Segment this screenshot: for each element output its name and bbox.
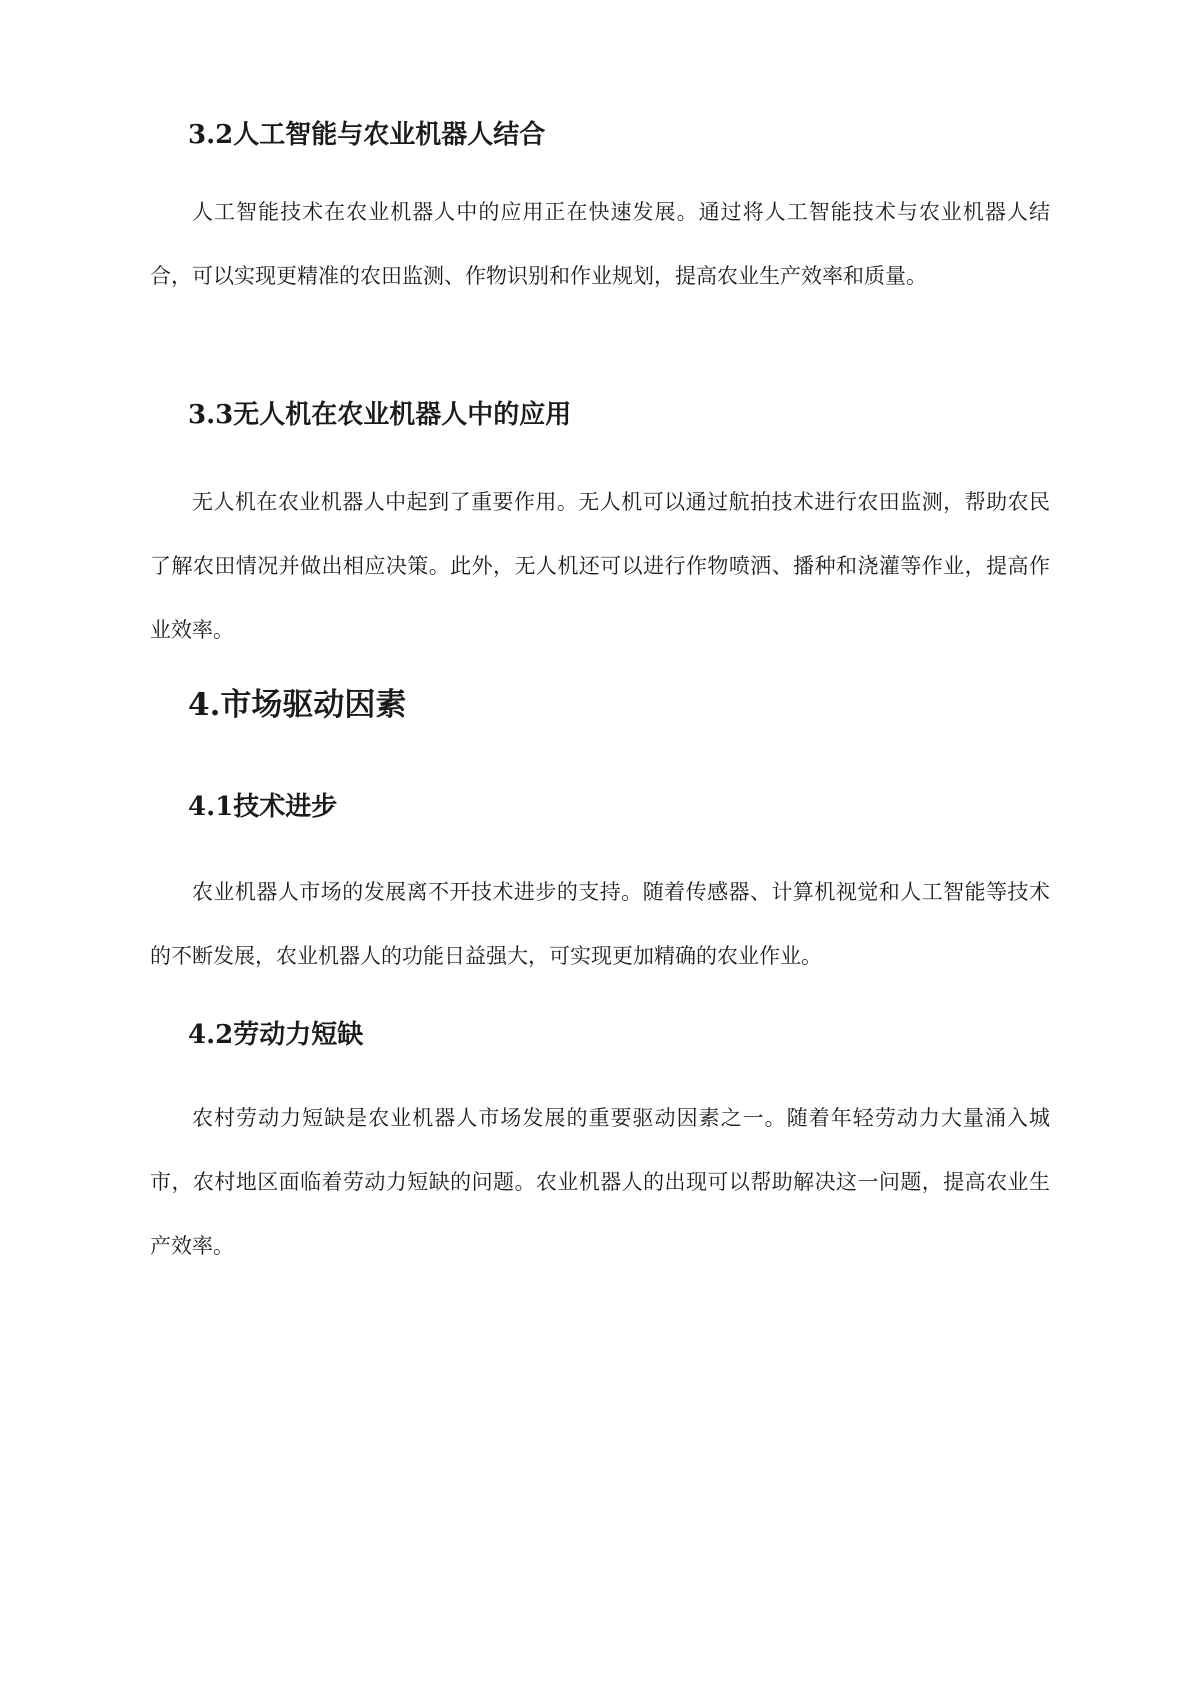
- section-heading-3-2: 3.2人工智能与农业机器人结合: [188, 120, 546, 150]
- section-paragraph-4-1: 农业机器人市场的发展离不开技术进步的支持。随着传感器、计算机视觉和人工智能等技术的不断发展，农业机器人的功能日益强大，可实现更加精确的农业作业。: [150, 880, 1050, 968]
- section-heading-4-1: 4.1技术进步: [188, 792, 338, 822]
- section-heading-4-2: 4.2劳动力短缺: [188, 1020, 364, 1050]
- chapter-heading-4: 4.市场驱动因素: [188, 687, 407, 723]
- section-paragraph-3-2: 人工智能技术在农业机器人中的应用正在快速发展。通过将人工智能技术与农业机器人结合，可以实现更精准的农田监测、作物识别和作业规划，提高农业生产效率和质量。: [150, 200, 1050, 288]
- section-paragraph-4-2: 农村劳动力短缺是农业机器人市场发展的重要驱动因素之一。随着年轻劳动力大量涌入城市，农村地区面临着劳动力短缺的问题。农业机器人的出现可以帮助解决这一问题，提高农业生产效率。: [150, 1106, 1050, 1258]
- section-paragraph-3-3: 无人机在农业机器人中起到了重要作用。无人机可以通过航拍技术进行农田监测，帮助农民了解农田情况并做出相应决策。此外，无人机还可以进行作物喷洒、播种和浇灌等作业，提高作业效率。: [150, 490, 1050, 642]
- section-heading-3-3: 3.3无人机在农业机器人中的应用: [188, 400, 572, 430]
